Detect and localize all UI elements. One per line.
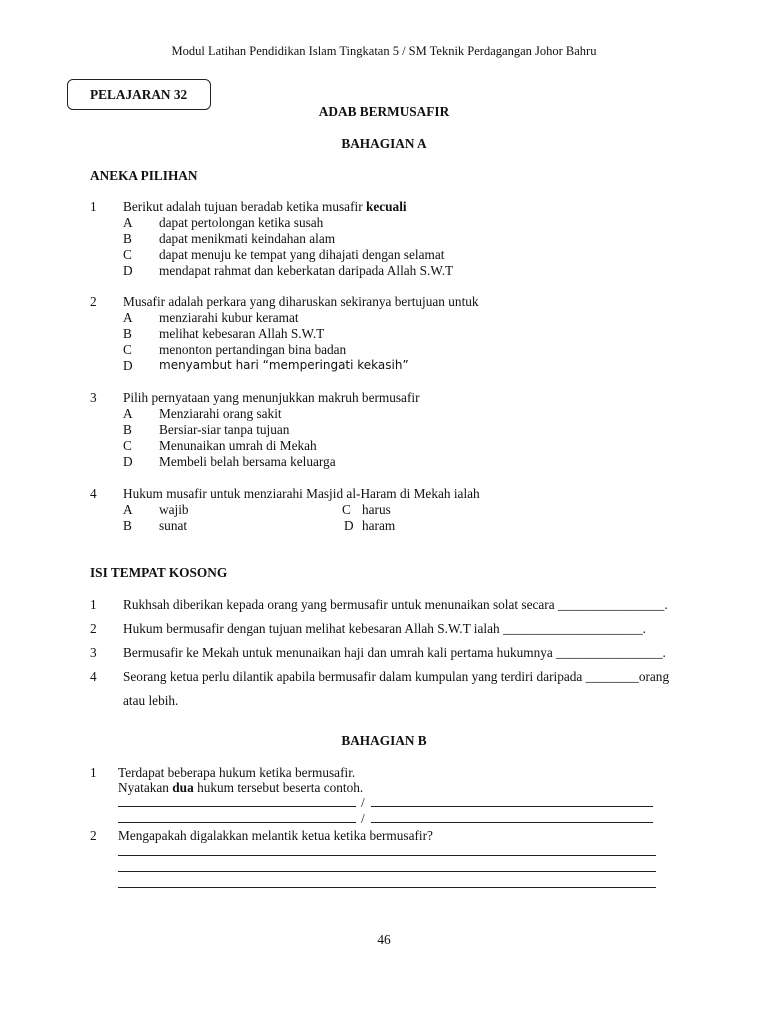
fill-text: Seorang ketua perlu dilantik apabila bermusafir dalam kumpulan yang terdiri daripada ________orang	[123, 669, 670, 684]
fill-heading: ISI TEMPAT KOSONG	[90, 565, 228, 580]
fill-number: 2	[90, 621, 97, 636]
question-number: 4	[90, 486, 97, 501]
section-b-heading: BAHAGIAN B	[341, 733, 427, 748]
fill-text: Bermusafir ke Mekah untuk menunaikan haji dan umrah kali pertama hukumnya ________________.	[123, 645, 666, 660]
option-text: Membeli belah bersama keluarga	[159, 454, 336, 469]
fill-text-continued: atau lebih.	[123, 693, 179, 708]
fill-text: Hukum bermusafir dengan tujuan melihat kebesaran Allah S.W.T ialah _____________________.	[123, 621, 646, 636]
question-number: 2	[90, 294, 97, 309]
option-text: Bersiar-siar tanpa tujuan	[159, 422, 290, 437]
option-letter: B	[123, 326, 132, 341]
option-text: menziarahi kubur keramat	[159, 310, 299, 325]
answer-separator: /	[361, 795, 365, 810]
option-letter: D	[344, 518, 354, 533]
fill-text: Rukhsah diberikan kepada orang yang bermusafir untuk menunaikan solat secara ________________.	[123, 597, 668, 612]
question-text: Berikut adalah tujuan beradab ketika musafir kecuali	[123, 199, 407, 214]
fill-number: 4	[90, 669, 97, 684]
option-text: Menunaikan umrah di Mekah	[159, 438, 317, 453]
option-text: dapat pertolongan ketika susah	[159, 215, 324, 230]
option-text: dapat menuju ke tempat yang dihajati dengan selamat	[159, 247, 445, 262]
option-letter: D	[123, 358, 133, 373]
option-text: menyambut hari “memperingati kekasih”	[159, 358, 409, 372]
answer-line[interactable]	[118, 806, 356, 807]
option-text: sunat	[159, 518, 188, 533]
question-text: Pilih pernyataan yang menunjukkan makruh bermusafir	[123, 390, 420, 405]
option-letter: A	[123, 215, 133, 230]
essay-instruction: Nyatakan dua hukum tersebut beserta contoh.	[118, 780, 364, 795]
option-text: melihat kebesaran Allah S.W.T	[159, 326, 325, 341]
option-letter: B	[123, 422, 132, 437]
option-letter: C	[123, 342, 132, 357]
answer-line[interactable]	[118, 855, 656, 856]
answer-line[interactable]	[118, 887, 656, 888]
essay-number: 2	[90, 828, 97, 843]
option-text: harus	[362, 502, 391, 517]
option-text: menonton pertandingan bina badan	[159, 342, 347, 357]
option-letter: A	[123, 310, 133, 325]
section-a-heading: BAHAGIAN A	[341, 136, 427, 151]
option-letter: D	[123, 454, 133, 469]
essay-number: 1	[90, 765, 97, 780]
option-text: haram	[362, 518, 396, 533]
option-letter: C	[342, 502, 351, 517]
option-letter: B	[123, 231, 132, 246]
option-text: wajib	[159, 502, 189, 517]
answer-line[interactable]	[371, 806, 653, 807]
page-header: Modul Latihan Pendidikan Islam Tingkatan 5 / SM Teknik Perdagangan Johor Bahru	[171, 44, 597, 58]
answer-line[interactable]	[371, 822, 653, 823]
option-letter: A	[123, 406, 133, 421]
page-number: 46	[377, 932, 391, 947]
essay-text: Mengapakah digalakkan melantik ketua ketika bermusafir?	[118, 828, 433, 843]
option-text: dapat menikmati keindahan alam	[159, 231, 336, 246]
option-letter: B	[123, 518, 132, 533]
question-text: Musafir adalah perkara yang diharuskan sekiranya bertujuan untuk	[123, 294, 479, 309]
question-number: 1	[90, 199, 97, 214]
question-number: 3	[90, 390, 97, 405]
question-text: Hukum musafir untuk menziarahi Masjid al-Haram di Mekah ialah	[123, 486, 480, 501]
mcq-heading: ANEKA PILIHAN	[90, 168, 198, 183]
fill-number: 1	[90, 597, 97, 612]
fill-number: 3	[90, 645, 97, 660]
page-title: ADAB BERMUSAFIR	[318, 104, 450, 119]
option-letter: C	[123, 438, 132, 453]
essay-text: Terdapat beberapa hukum ketika bermusafir.	[118, 765, 356, 780]
question-emphasis: kecuali	[365, 199, 407, 214]
option-letter: A	[123, 502, 133, 517]
answer-line[interactable]	[118, 822, 356, 823]
option-text: Menziarahi orang sakit	[159, 406, 282, 421]
option-letter: D	[123, 263, 133, 278]
option-letter: C	[123, 247, 132, 262]
lesson-label-box: PELAJARAN 32	[67, 79, 211, 110]
answer-line[interactable]	[118, 871, 656, 872]
option-text: mendapat rahmat dan keberkatan daripada Allah S.W.T	[159, 263, 454, 278]
answer-separator: /	[361, 811, 365, 826]
